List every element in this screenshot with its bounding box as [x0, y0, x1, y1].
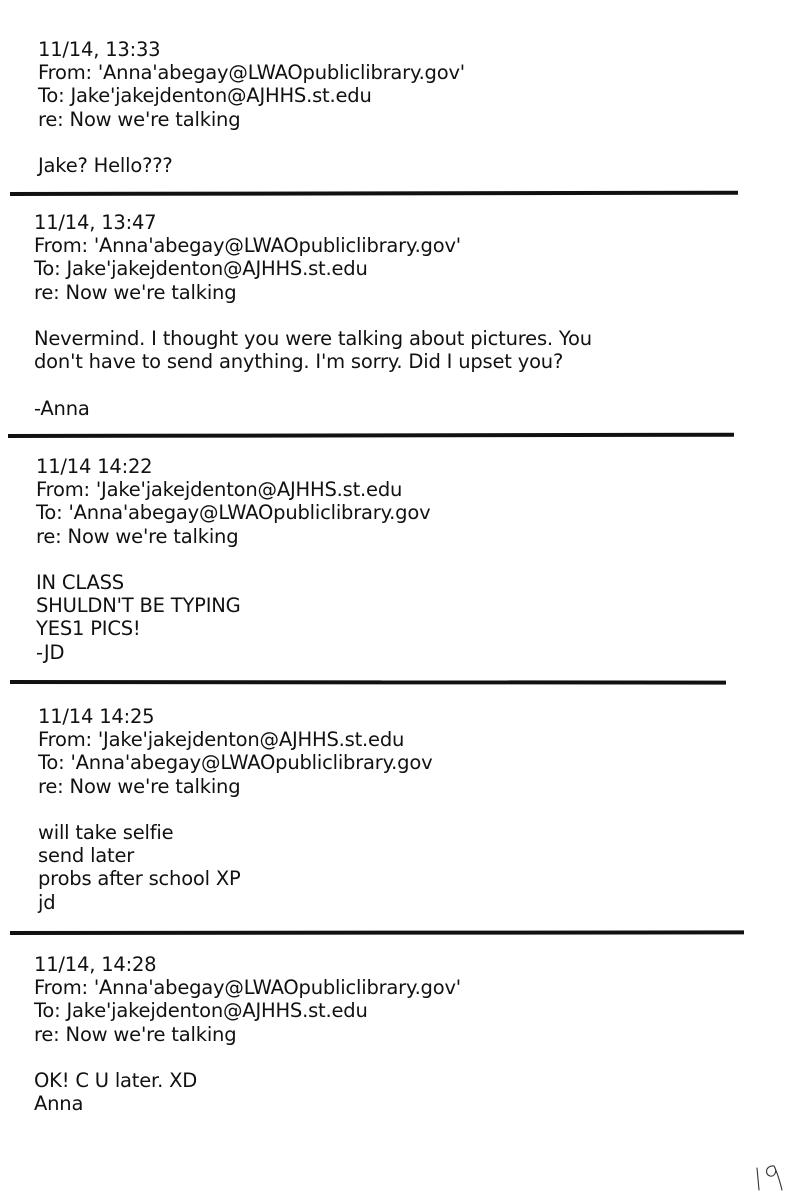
email-body-blank	[34, 373, 592, 396]
email-from: From: 'Anna'abegay@LWAOpubliclibrary.gov'	[34, 976, 461, 1000]
email-message-4	[38, 705, 432, 914]
email-body-line: Jake? Hello???	[38, 153, 173, 177]
email-message-2	[34, 211, 592, 420]
email-body-line: Anna	[34, 1092, 84, 1116]
email-message-1	[38, 38, 465, 177]
email-body-line: -Anna	[34, 396, 90, 420]
message-divider	[10, 930, 744, 935]
email-message-5	[34, 953, 461, 1115]
email-message-3	[36, 455, 430, 664]
email-from: From: 'Anna'abegay@LWAOpubliclibrary.gov'	[38, 61, 465, 85]
email-body-line: don't have to send anything. I'm sorry. Did I upset you?	[34, 350, 564, 374]
email-timestamp: 11/14, 13:33	[38, 38, 161, 61]
email-subject: re: Now we're talking	[34, 1022, 237, 1046]
email-body-line: -JD	[36, 640, 65, 664]
email-from: From: 'Jake'jakejdenton@AJHHS.st.edu	[38, 728, 405, 752]
message-divider	[8, 433, 734, 438]
email-timestamp: 11/14 14:22	[36, 455, 153, 478]
email-subject: re: Now we're talking	[38, 107, 241, 131]
email-body-line: SHULDN'T BE TYPING	[36, 594, 241, 618]
email-body-line: IN CLASS	[36, 570, 124, 594]
email-timestamp: 11/14, 14:28	[34, 953, 157, 976]
message-divider	[10, 191, 738, 196]
email-subject: re: Now we're talking	[38, 774, 241, 798]
email-to: To: 'Anna'abegay@LWAOpubliclibrary.gov	[36, 501, 431, 525]
email-timestamp: 11/14 14:25	[38, 705, 155, 728]
message-divider	[10, 680, 726, 685]
email-to: To: Jake'jakejdenton@AJHHS.st.edu	[38, 84, 372, 108]
email-body-line: will take selfie	[38, 820, 174, 844]
email-to: To: Jake'jakejdenton@AJHHS.st.edu	[34, 257, 368, 281]
email-body-line: jd	[38, 890, 56, 914]
email-subject: re: Now we're talking	[36, 524, 239, 548]
page-number	[752, 1160, 786, 1194]
email-timestamp: 11/14, 13:47	[34, 211, 157, 234]
email-body-line: send later	[38, 844, 135, 868]
email-body-line: Nevermind. I thought you were talking about pictures. You	[34, 326, 592, 350]
email-body-line: YES1 PICS!	[36, 617, 141, 641]
email-to: To: Jake'jakejdenton@AJHHS.st.edu	[34, 999, 368, 1023]
email-body-line: probs after school XP	[38, 867, 241, 891]
email-from: From: 'Anna'abegay@LWAOpubliclibrary.gov'	[34, 234, 461, 258]
email-body-line: OK! C U later. XD	[34, 1068, 198, 1092]
email-to: To: 'Anna'abegay@LWAOpubliclibrary.gov	[38, 751, 433, 775]
email-from: From: 'Jake'jakejdenton@AJHHS.st.edu	[36, 478, 403, 502]
email-subject: re: Now we're talking	[34, 280, 237, 304]
